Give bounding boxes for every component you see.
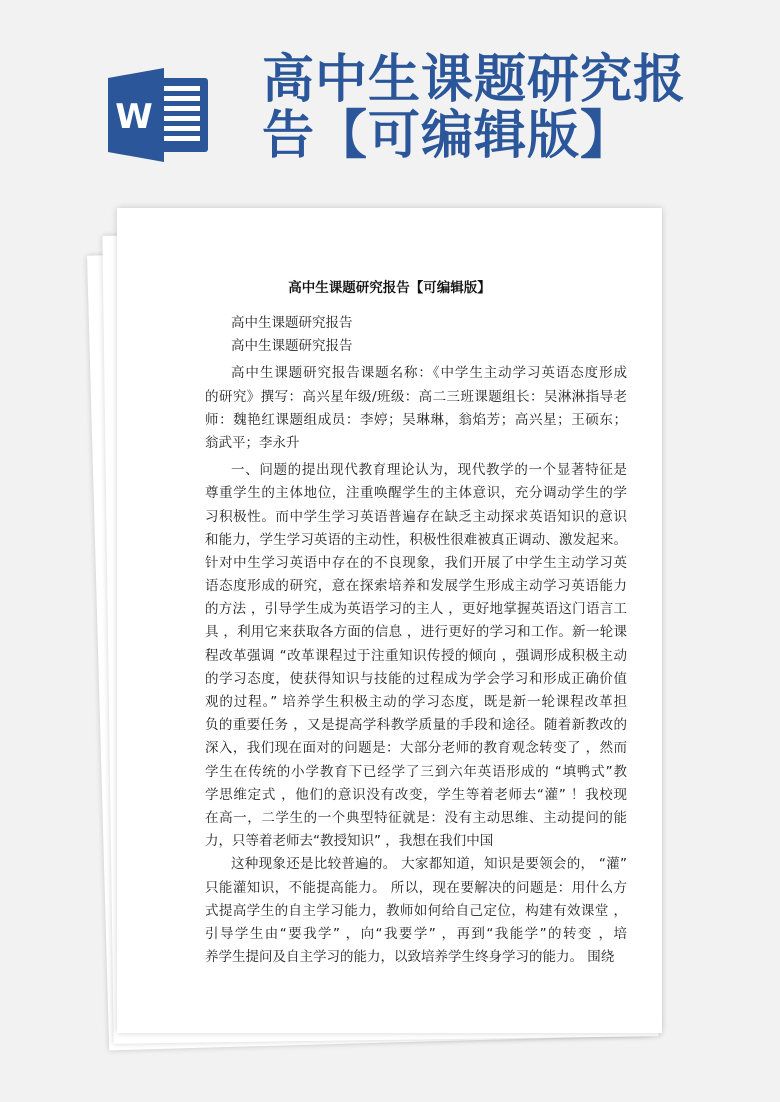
- text-line: 学思维定式 ，他们的意识没有改变，学生等着老师去“灌” ！我校现: [205, 786, 627, 803]
- text-line: 程改革强调 “改革课程过于注重知识传授的倾向 ，强调形成积极主动: [205, 647, 627, 664]
- text-line: 力，只等着老师去“教授知识” ，我想在我们中国: [205, 833, 494, 850]
- document-page: [117, 208, 662, 1033]
- text-line: 负的重要任务 ，又是提高学科教学质量的手段和途径。随着新教改的: [205, 717, 627, 734]
- hero-title: [262, 49, 762, 166]
- text-line: 养学生提问及自主学习的能力，以致培养学生终身学习的能力。 围绕: [205, 949, 615, 966]
- text-line: 具 ，利用它来获取各方面的信息 ，进行更好的学习和工作。新一轮课: [205, 624, 627, 641]
- text-line: 和能力，学生学习英语的主动性，积极性很难被真正调动、激发起来。: [205, 531, 627, 548]
- text-line: 学生在传统的小学教育下已经学了三到六年英语形成的 “填鸭式”教: [205, 763, 627, 780]
- text-line: 的方法 ，引导学生成为英语学习的主人 ，更好地掌握英语这门语言工: [205, 601, 627, 618]
- text-line: 高中生课题研究报告课题名称：《中学生主动学习英语态度形成: [231, 365, 627, 382]
- text-line: 深入，我们现在面对的问题是：大部分老师的教育观念转变了 ，然而: [205, 740, 627, 757]
- paragraph: [205, 335, 627, 358]
- text-line: 只能灌知识，不能提高能力。 所以，现在要解决的问题是：用什么方: [205, 879, 627, 896]
- text-line: 翁武平；李永升: [205, 434, 300, 451]
- document-body: [205, 312, 627, 969]
- text-line: 针对中生学习英语中存在的不良现象，我们开展了中学生主动学习英: [205, 554, 627, 571]
- hero-title-line: 高中生课题研究报: [262, 49, 687, 110]
- hero-title-line: 告【可编辑版】: [262, 105, 634, 166]
- text-line: 语态度形成的研究，意在探索培养和发展学生形成主动学习英语能力: [205, 578, 627, 595]
- paragraph: [205, 312, 627, 335]
- text-line: 高中生课题研究报告: [231, 338, 353, 355]
- text-line: 习积极性。而中学生学习英语普遍存在缺乏主动探求英语知识的意识: [205, 508, 627, 525]
- text-line: 引导学生由“要我学” ，向“我要学” ，再到“我能学”的转变 ，培: [205, 925, 627, 942]
- paragraph: [205, 853, 627, 969]
- text-line: 尊重学生的主体地位，注重唤醒学生的主体意识，充分调动学生的学: [205, 485, 627, 502]
- paragraph: [205, 459, 627, 853]
- word-logo-icon: [108, 68, 208, 162]
- svg-text:W: W: [115, 97, 153, 137]
- text-line: 式提高学生的自主学习能力，教师如何给自己定位，构建有效课堂 ，: [205, 902, 627, 919]
- text-line: 的学习态度，使获得知识与技能的过程成为学会学习和形成正确价值: [205, 670, 627, 687]
- text-line: 的研究》撰写：高兴星年级/班级：高二三班课题组长：吴淋淋指导老: [205, 388, 627, 405]
- paragraph: [205, 362, 627, 455]
- text-line: 观的过程。” 培养学生积极主动的学习态度，既是新一轮课程改革担: [205, 694, 627, 710]
- text-line: 在高一，二学生的一个典型特征就是：没有主动思维、主动提问的能: [205, 809, 627, 826]
- text-line: 这种现象还是比较普遍的。 大家都知道，知识是要领会的， “灌”: [231, 856, 627, 873]
- text-line: 师：魏艳红课题组成员：李婷；吴琳琳，翁焰芳；高兴星；王硕东；: [205, 411, 627, 428]
- text-line: 一、问题的提出现代教育理论认为，现代教学的一个显著特征是: [231, 462, 627, 479]
- text-line: 高中生课题研究报告: [231, 315, 353, 331]
- document-title: 高中生课题研究报告【可编辑版】: [288, 280, 491, 296]
